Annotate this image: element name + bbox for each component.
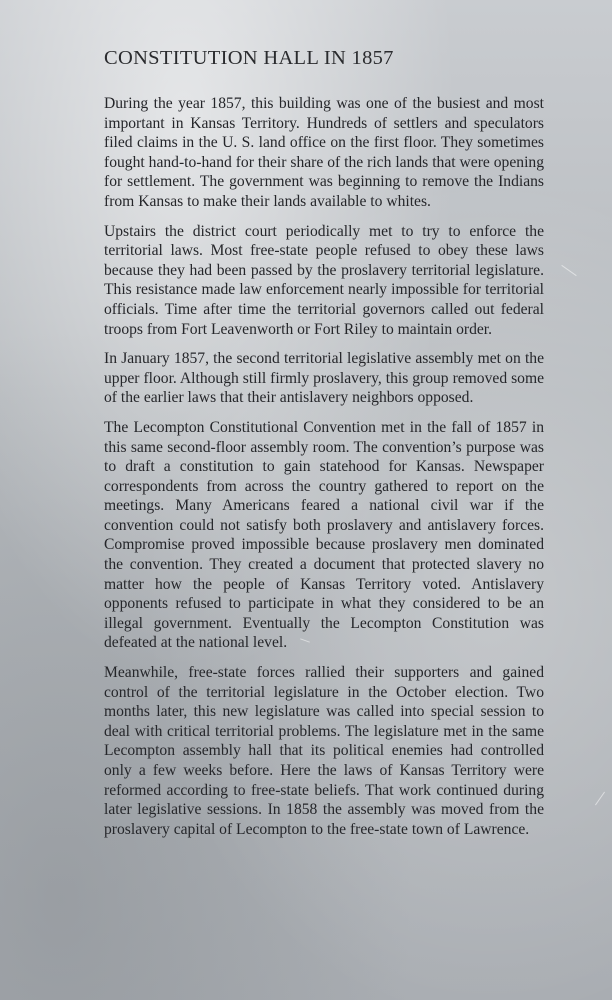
surface-scratch	[595, 792, 605, 806]
plaque-body	[104, 94, 544, 849]
paragraph-free-state-legislature: Meanwhile, free-state forces rallied their supporters and gained control of the territorial legislature in the October election. Two months later, this new legislature was called into special session to deal with critical territorial problems. The legislature met in the same Lecompton assembly hall that its political enemies had controlled only a few weeks before. Here the laws of Kansas Territory were reformed according to free-state beliefs. That work continued during later legislative sessions. In 1858 the assembly was moved from the proslavery capital of Lecompton to the free-state town of Lawrence.	[104, 664, 544, 838]
paragraph-second-assembly: In January 1857, the second territorial legislative assembly met on the upper floor. Although still firmly proslavery, this group removed some of the earlier laws that their antislavery neighbors opposed.	[104, 350, 544, 407]
paragraph-busiest-building: During the year 1857, this building was one of the busiest and most important in Kansas Territory. Hundreds of settlers and speculators filed claims in the U. S. land office on the first floor. They sometimes fought hand-to-hand for their share of the rich lands that were opening for settlement. The government was beginning to remove the Indians from Kansas to make their lands available to whites.	[104, 95, 544, 210]
paragraph-lecompton-convention: The Lecompton Constitutional Convention met in the fall of 1857 in this same second-floor assembly room. The convention’s purpose was to draft a constitution to gain statehood for Kansas. Newspaper correspondents from across the country gathered to report on the meetings. Many Americans feared a national civil war if the convention could not satisfy both proslavery and antislavery forces. Compromise proved impossible because proslavery men dominated the convention. They created a document that protected slavery no matter how the people of Kansas Territory voted. Antislavery opponents refused to participate in what they considered to be an illegal government. Eventually the Lecompton Constitution was defeated at the national level.	[104, 418, 544, 652]
plaque-title: CONSTITUTION HALL IN 1857	[104, 47, 394, 69]
surface-scratch	[561, 265, 576, 276]
paragraph-district-court: Upstairs the district court periodically met to try to enforce the territorial laws. Most free-state people refused to obey these laws because they had been passed by the proslavery territorial legislature. This resistance made law enforcement nearly impossible for territorial officials. Time after time the territorial governors called out federal troops from Fort Leavenworth or Fort Riley to maintain order.	[104, 222, 544, 338]
